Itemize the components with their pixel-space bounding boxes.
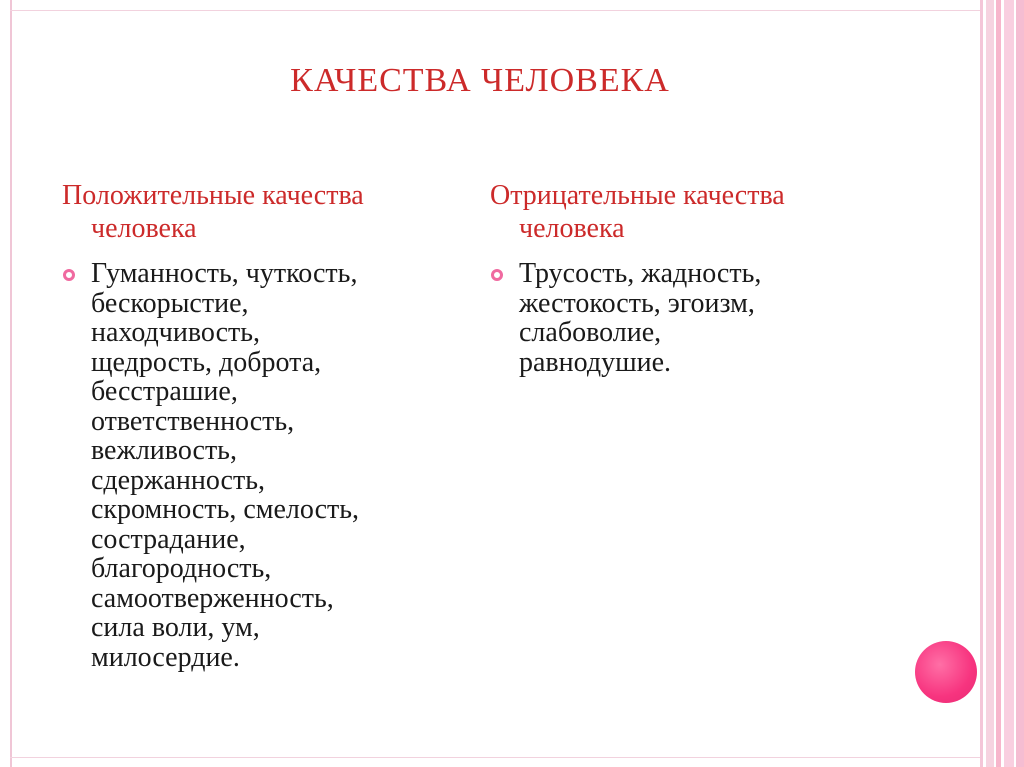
list-line: находчивость, xyxy=(91,317,261,348)
positive-list-text xyxy=(91,259,472,672)
list-line: Трусость, жадность, xyxy=(519,258,762,289)
list-line: самоотверженность, xyxy=(91,582,334,614)
list-line: Гуманность, чуткость, xyxy=(91,258,358,289)
list-line: сила воли, ум, xyxy=(91,612,260,643)
positive-bullet xyxy=(62,259,472,672)
list-line: вежливость, xyxy=(91,435,237,466)
negative-bullet xyxy=(490,259,910,377)
heading-line: человека xyxy=(519,213,625,244)
list-line: слабоволие, xyxy=(519,317,662,348)
list-line: бескорыстие, xyxy=(91,287,249,319)
heading-line: Отрицательные качества xyxy=(490,180,785,211)
stripe xyxy=(986,0,994,767)
stripe xyxy=(980,0,983,767)
ring-bullet-icon xyxy=(491,269,503,281)
negative-qualities-column xyxy=(490,179,910,377)
ring-bullet-icon xyxy=(63,269,75,281)
list-line: сдержанность, xyxy=(91,464,265,496)
list-line: щедрость, доброта, xyxy=(91,346,322,378)
list-line: бесстрашие, xyxy=(91,376,238,407)
list-line: жестокость, эгоизм, xyxy=(519,287,755,319)
frame-top-line xyxy=(10,10,980,11)
frame-left-line xyxy=(10,0,12,767)
decorative-stripes xyxy=(980,0,1024,767)
list-line: ответственность, xyxy=(91,405,295,437)
positive-qualities-column xyxy=(62,179,472,672)
stripe xyxy=(1016,0,1024,767)
negative-heading xyxy=(490,179,910,245)
heading-line: Положительные качества xyxy=(62,180,364,211)
stripe xyxy=(996,0,1001,767)
heading-line: человека xyxy=(91,213,197,244)
list-line: сострадание, xyxy=(91,523,246,555)
list-line: скромность, смелость, xyxy=(91,494,360,525)
decorative-pink-circle xyxy=(915,641,977,703)
slide-title: КАЧЕСТВА ЧЕЛОВЕКА xyxy=(290,62,670,99)
positive-heading xyxy=(62,179,472,245)
stripe xyxy=(1004,0,1014,767)
negative-list-text xyxy=(519,259,910,377)
frame-bottom-line xyxy=(10,757,980,758)
list-line: равнодушие. xyxy=(519,346,672,378)
list-line: милосердие. xyxy=(91,641,240,673)
list-line: благородность, xyxy=(91,553,272,584)
